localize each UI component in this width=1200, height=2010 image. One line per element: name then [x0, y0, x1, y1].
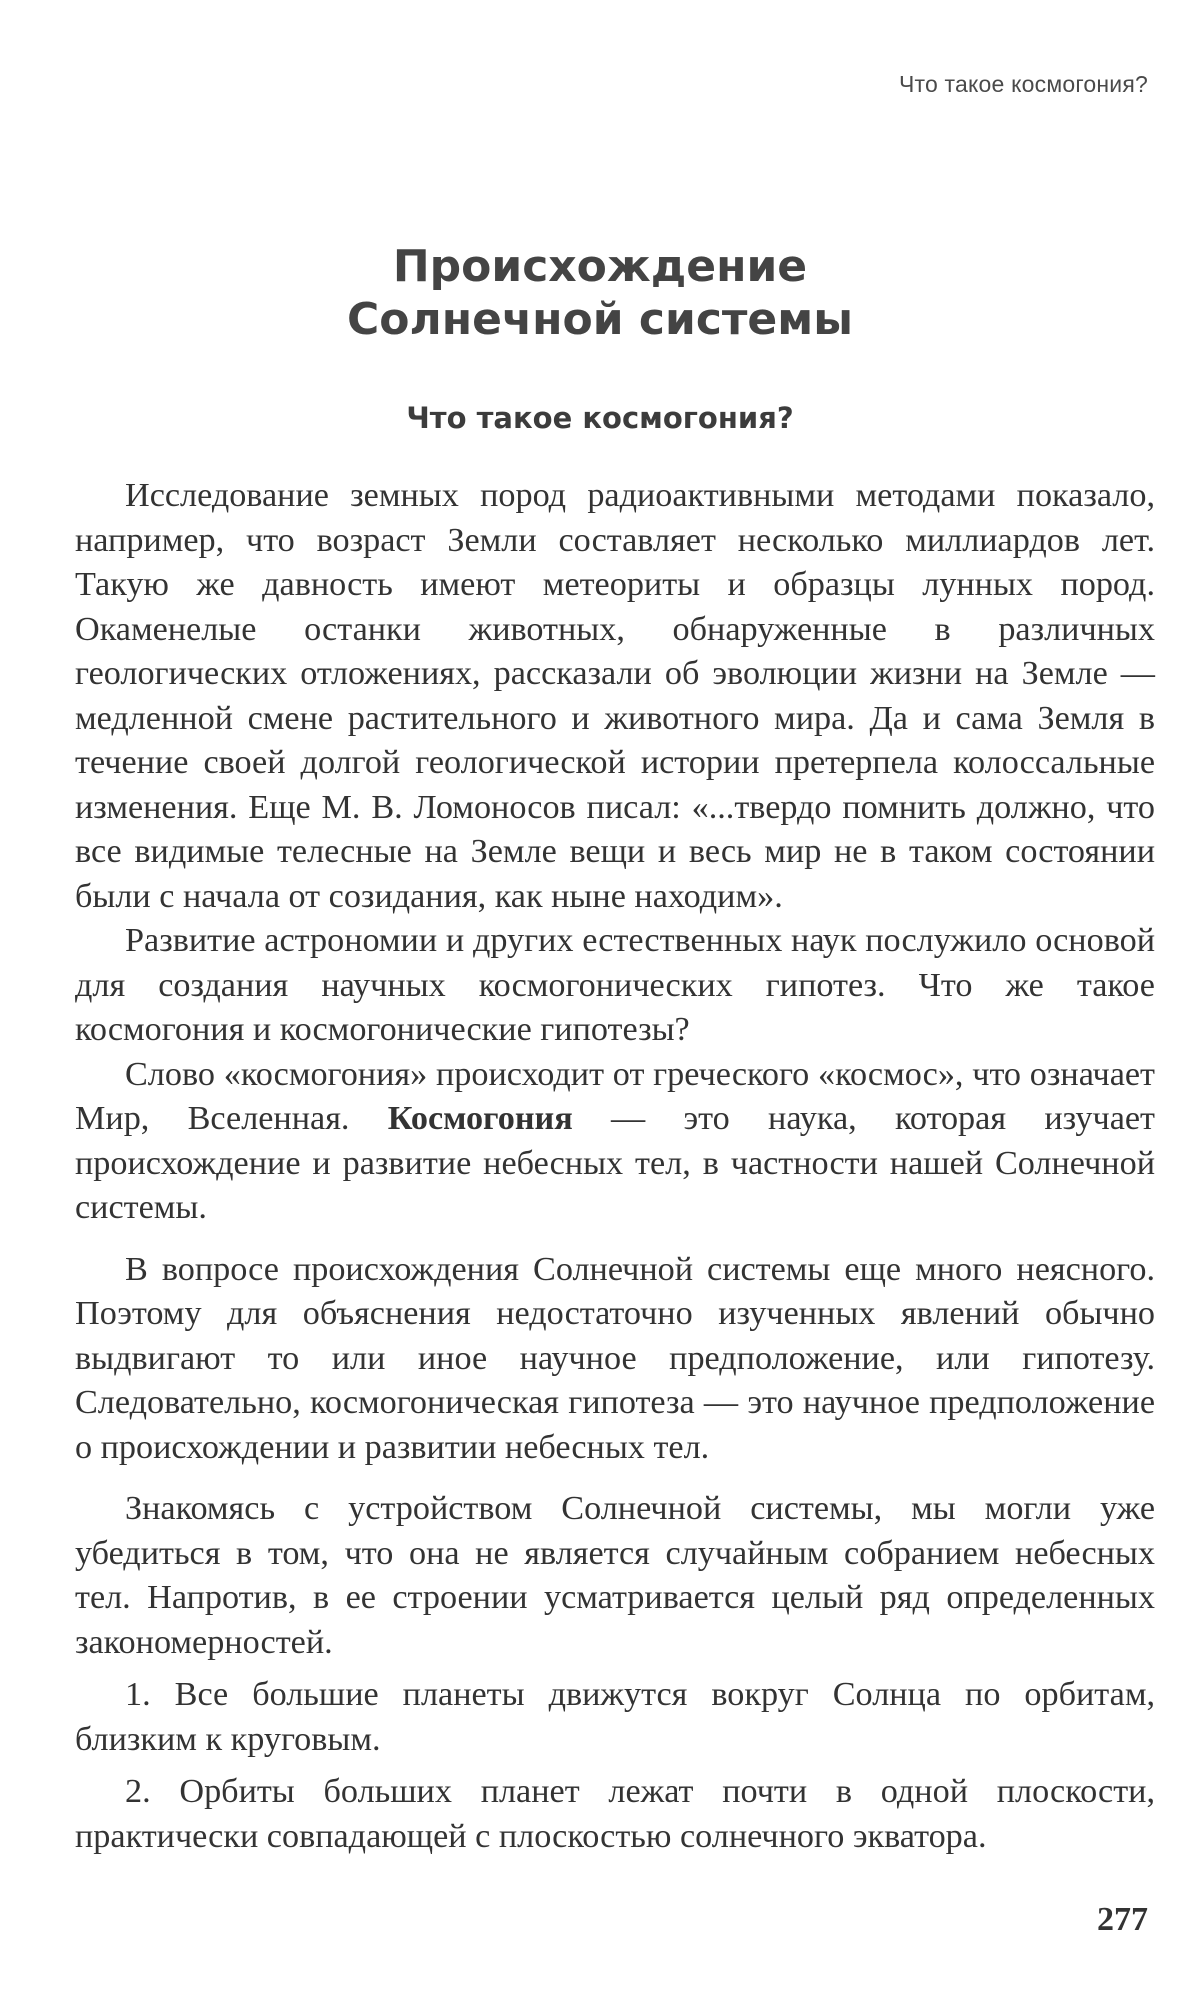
list-item-2: 2. Орбиты больших планет лежат почти в одной плоскости, практически совпадающей с плоскостью солнечного экватора. — [75, 1773, 1155, 1855]
running-head: Что такое космогония? — [898, 71, 1148, 97]
section-title: Что такое космогония? — [406, 401, 794, 435]
chapter-title-line-1: Происхождение — [392, 241, 808, 292]
paragraph-2: Развитие астрономии и других естественных наук послужило основой для создания научных космогонических гипотез. Что же такое космогония и космогонические гипотезы? — [75, 922, 1155, 1048]
term-cosmogony: Космогония — [387, 1100, 573, 1137]
paragraph-3 — [75, 1053, 1155, 1231]
paragraph-3-definition: — это наука, которая изучает происхождение и развитие небесных тел, в частности нашей Солнечной системы. — [75, 1100, 1155, 1226]
paragraph-1: Исследование земных пород радиоактивными методами показало, например, что возраст Земли составляет несколько миллиардов лет. Такую же давность имеют метеориты и образцы лунных пород. Окаменелые останки животных, обнаруженные в различных геологических отложениях, рассказали об эволюции жизни на Земле — медленной смене растительного и животного мира. Да и сама Земля в течение своей долгой геологической истории претерпела колоссальные изменения. Еще М. В. Ломоносов писал: «...твердо помнить должно, что все видимые телесные на Земле вещи и весь мир не в таком состоянии были с начала от созидания, как ныне находим». — [75, 477, 1155, 915]
paragraph-5: Знакомясь с устройством Солнечной системы, мы могли уже убедиться в том, что она не является случайным собранием небесных тел. Напротив, в ее строении усматривается целый ряд определенных закономерностей. — [75, 1490, 1155, 1661]
paragraph-4: В вопросе происхождения Солнечной системы еще много неясного. Поэтому для объяснения недостаточно изученных явлений обычно выдвигают то или иное научное предположение, или гипотезу. Следовательно, космогоническая гипотеза — это научное предположение о происхождении и развитии небесных тел. — [75, 1250, 1155, 1466]
chapter-title-line-2: Солнечной системы — [346, 294, 854, 345]
list-item-1: 1. Все большие планеты движутся вокруг Солнца по орбитам, близким к круговым. — [75, 1676, 1155, 1758]
chapter-title — [0, 240, 1200, 346]
body-text — [75, 474, 1155, 1859]
page-number: 277 — [1097, 1901, 1148, 1938]
paragraph-3-intro: Слово «космогония» происходит от греческого «космос», что означает Мир, Вселенная. — [75, 1055, 1155, 1137]
